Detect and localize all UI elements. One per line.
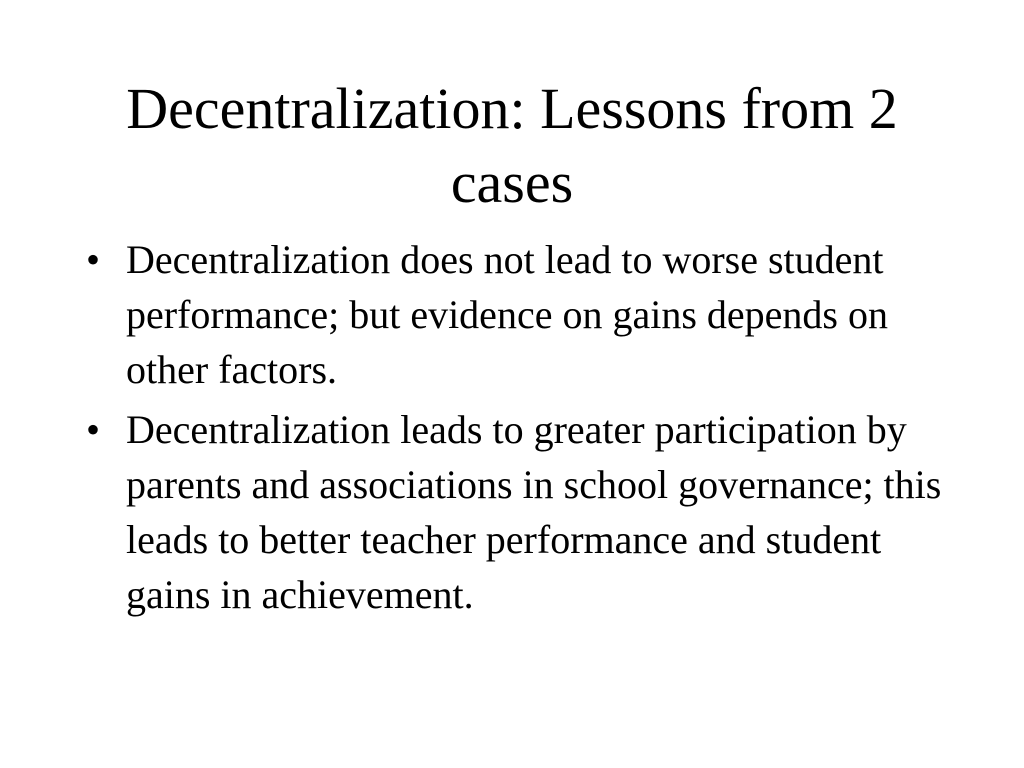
bullet-text: Decentralization leads to greater participation by parents and associations in school governance; this leads to better teacher performance and student gains in achievement. — [126, 407, 942, 617]
bullet-item — [86, 402, 946, 622]
bullet-marker: • — [86, 237, 101, 282]
bullet-text: Decentralization does not lead to worse student performance; but evidence on gains depends on other factors. — [126, 237, 888, 392]
bullet-list — [86, 232, 946, 627]
bullet-marker: • — [86, 407, 101, 452]
bullet-item — [86, 232, 946, 397]
slide-title: Decentralization: Lessons from 2 cases — [126, 76, 898, 215]
